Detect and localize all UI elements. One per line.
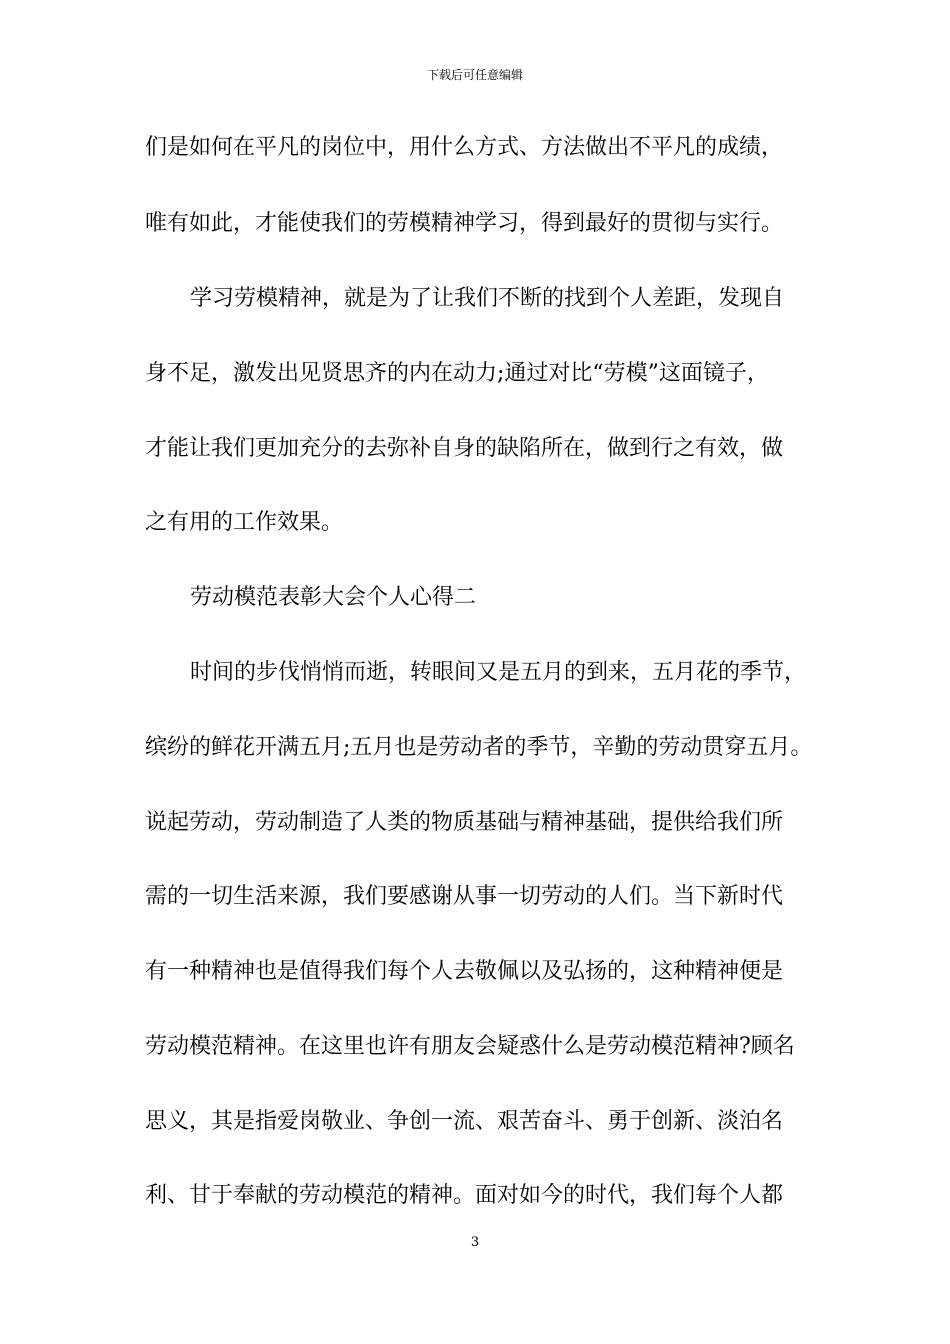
text-line: 们是如何在平凡的岗位中，用什么方式、方法做出不平凡的成绩， xyxy=(145,135,784,160)
text-line: 说起劳动，劳动制造了人类的物质基础与精神基础，提供给我们所 xyxy=(145,810,784,835)
text-line: 需的一切生活来源，我们要感谢从事一切劳动的人们。当下新时代 xyxy=(145,884,784,909)
text-line: 才能让我们更加充分的去弥补自身的缺陷所在，做到行之有效，做 xyxy=(145,436,784,461)
text-line: 思义，其是指爱岗敬业、争创一流、艰苦奋斗、勇于创新、淡泊名 xyxy=(145,1109,784,1134)
page-number: 3 xyxy=(470,1235,480,1250)
paragraph-first-line: 时间的步伐悄悄而逝，转眼间又是五月的到来，五月花的季节， xyxy=(190,660,807,685)
text-line: 之有用的工作效果。 xyxy=(145,510,344,535)
page-header: 下载后可任意编辑 xyxy=(426,68,523,82)
text-line: 缤纷的鲜花开满五月;五月也是劳动者的季节，辛勤的劳动贯穿五月。 xyxy=(145,735,813,760)
text-line: 劳动模范精神。在这里也许有朋友会疑惑什么是劳动模范精神?顾名 xyxy=(145,1034,795,1059)
text-line: 利、甘于奉献的劳动模范的精神。面对如今的时代，我们每个人都 xyxy=(145,1183,784,1208)
text-line: 有一种精神也是值得我们每个人去敬佩以及弘扬的，这种精神便是 xyxy=(145,959,784,984)
text-line: 唯有如此，才能使我们的劳模精神学习，得到最好的贯彻与实行。 xyxy=(145,211,784,236)
text-line: 身不足，激发出见贤思齐的内在动力;通过对比“劳模”这面镜子， xyxy=(145,361,769,386)
section-heading: 劳动模范表彰大会个人心得二 xyxy=(190,585,477,610)
paragraph-first-line: 学习劳模精神，就是为了让我们不断的找到个人差距，发现自 xyxy=(190,286,785,311)
